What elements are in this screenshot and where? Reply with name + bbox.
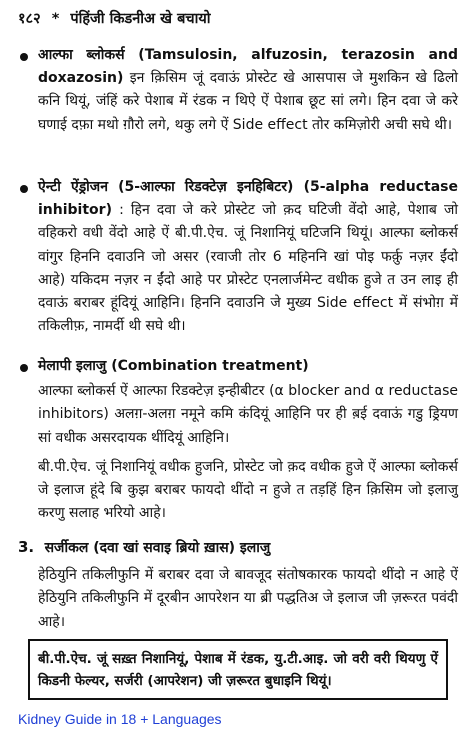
book-title: पंहिंजी किडनीअ खे बचायो xyxy=(70,11,211,27)
section-combination xyxy=(18,355,458,525)
section-number: 3. xyxy=(18,538,35,556)
section-title: सर्जीकल (दवा खां सवाइ ब्रियो ख़ास) इलाजु xyxy=(44,540,271,556)
bullet-icon xyxy=(20,364,28,372)
section-body-1: आल्फा ब्लोकर्स ऐं आल्फा रिडक्टेज़ इन्हीबीटर (α blocker and α reductase inhibitors) अलग़-अलग़ नमूने कमि कंदियूं आहिनि पर ही ब़ई दवाऊं गडु ड्रियण सां वधीक असरदायक थींदियूं आहिनि। xyxy=(38,383,458,446)
header-separator: * xyxy=(51,11,60,27)
section-title: मेलापी इलाजु (Combination treatment) xyxy=(38,358,309,374)
section-title: ऐन्टी ऐंड्रोजन (5-आल्फा रिडक्टेज़ इनहिबिटर) (5-alpha reductase inhibitor) xyxy=(38,179,458,219)
section-body: इन क़िसिम जूं दवाऊं प्रोस्टेट खे आसपास जे मुशकिन खे ढिलो कनि थियूं, जंहिं करे पेशाब में रंडक न थिऐ ऐं पेशाब छूट सां लगे। हिन दवा जे करे घणाई दफ़ा मथो ग़ौरो लगे, थकु लगे ऐं Side effect तोर कमिज़ोरी अची सघे थी। xyxy=(38,70,458,133)
section-body-2: बी.पी.ऐच. जूं निशानियूं वधीक हुजनि, प्रोस्टेट जो क़द वधीक हुजे ऐं आल्फा ब्लोकर्स जे इलाज हूंदे बि कुझ बराबर फायदो थींदो न हुजे त तड़हिं हिन क़िसिम जो इलाजु करणु सलाह भरियो आहे। xyxy=(38,458,458,522)
section-body: : हिन दवा जे करे प्रोस्टेट जो क़द घटिजी वेंदो आहे, पेशाब जो वहिकरो वधी वेंदो आहे ऐं बी.पी.ऐच. जूं निशानियूं घटिजनि थियूं। आल्फा ब्लोकर्स वांगुर हिननि दवाउनि जो असर (रवाजी तोर 6 महिननि खां पोइ फर्क़ु नज़र ईंदो आहे) यकिदम नज़र न ईंदो आहे पर प्रोस्टेट एनलार्जमेन्ट वधीक हुजे त उन लाइ ही दवाऊं बराबर हूंदियूं आहिनि। हिननि दवाउनि जे मुख्य Side effect में संभोग़ में तकिलीफ़, नामर्दी थी सघे थी। xyxy=(38,202,459,335)
section-alpha-blockers xyxy=(18,44,458,137)
bullet-icon xyxy=(20,185,28,193)
note-box: बी.पी.ऐच. जूं सख़्त निशानियूं, पेशाब में रंडक, यु.टी.आइ. जो वरी वरी थियणु ऐं किडनी फेल्यर, सर्जरी (आपरेशन) जी ज़रूरत बुधाइनि थियूं। xyxy=(28,639,448,700)
section-title: आल्फा ब्लोकर्स (Tamsulosin, alfuzosin, terazosin and doxazosin) xyxy=(38,47,458,87)
section-5-alpha-reductase xyxy=(18,176,458,338)
page-header xyxy=(18,8,458,28)
page-number: १८२ xyxy=(18,11,41,27)
section-surgical xyxy=(18,536,458,634)
bullet-icon xyxy=(20,53,28,61)
section-body: हेठियुनि तकिलीफुनि में बराबर दवा जे बावजूद संतोषकारक फायदो थींदो न आहे ऐं हेठियुनि तकिलीफुनि में दूरबीन आपरेशन या ब्री पद्धतिअ जे इलाज जी ज़रूरत पवंदी आहे। xyxy=(38,567,458,630)
footer-text: Kidney Guide in 18 + Languages xyxy=(18,711,222,727)
